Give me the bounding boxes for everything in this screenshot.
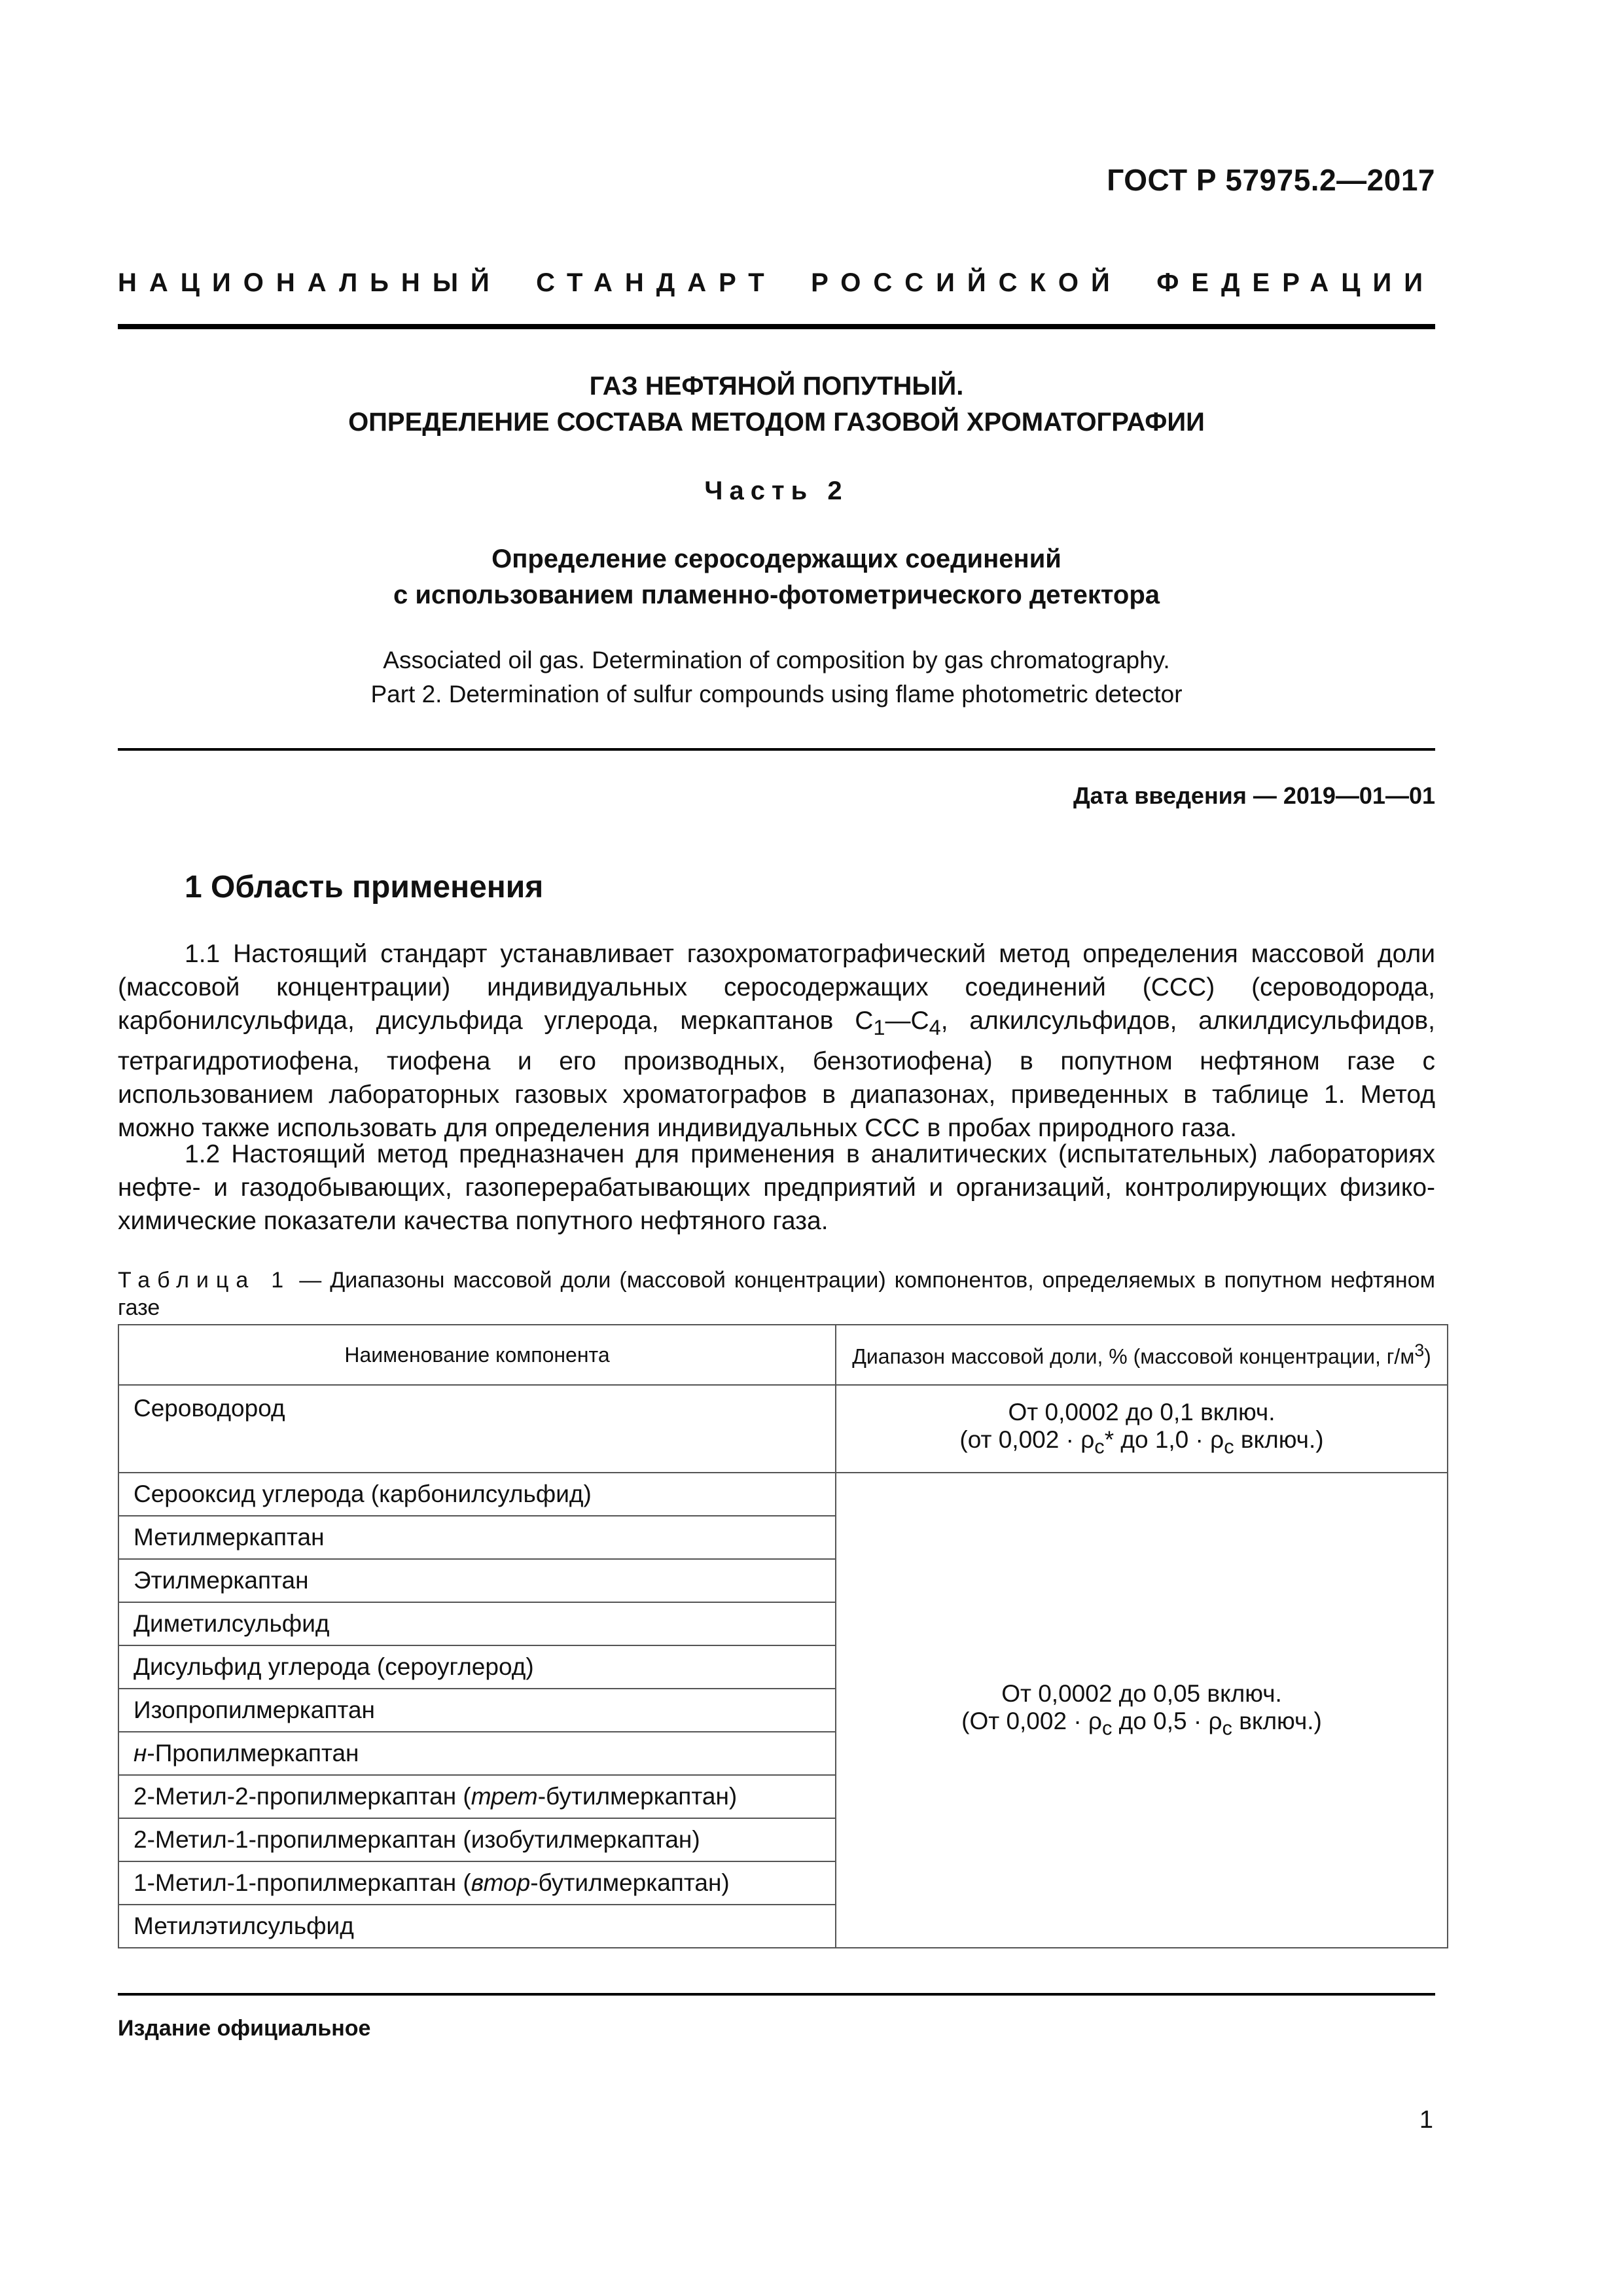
column-header-component: Наименование компонента [118, 1325, 836, 1385]
column-header-range: Диапазон массовой доли, % (массовой концентрации, $г/м^3$) [836, 1325, 1448, 1385]
table-cell-name: Метилмеркаптан [118, 1516, 836, 1559]
banner-word-4: ФЕДЕРАЦИИ [1156, 268, 1435, 297]
subtitle-line-2: с использованием пламенно-фотометрического детектора [393, 581, 1160, 609]
table-cell-name: 2-Метил-2-пропилмеркаптан (трет-бутилмеркаптан) [118, 1775, 836, 1818]
title-line-1: ГАЗ НЕФТЯНОЙ ПОПУТНЫЙ. [589, 372, 964, 401]
subscript-4: 4 [929, 1015, 941, 1039]
introduction-date: Дата введения — 2019—01—01 [1073, 782, 1435, 809]
components-table [118, 1324, 1448, 1948]
banner-word-1: НАЦИОНАЛЬНЫЙ [118, 268, 502, 297]
bottom-divider [118, 1993, 1435, 1996]
table-cell-name: Сероводород [118, 1385, 836, 1473]
table-caption-text: — Диапазоны массовой доли (массовой концентрации) компонентов, определяемых в попутном нефтяном газе [118, 1268, 1435, 1320]
english-title-line-2: Part 2. Determination of sulfur compounds using flame photometric detector [370, 681, 1183, 708]
national-standard-banner [118, 268, 1435, 298]
part-label: Часть 2 [704, 476, 849, 505]
table-cell-name: Изопропилмеркаптан [118, 1689, 836, 1732]
paragraph-1-1-part-b: —С [885, 1007, 929, 1035]
table-row [118, 1473, 1448, 1516]
english-title-line-1: Associated oil gas. Determination of composition by gas chromatography. [383, 647, 1170, 673]
table-cell-name: Этилмеркаптан [118, 1559, 836, 1602]
table-cell-range: От 0,0002 до 0,1 включ. (от $0,002 \cdot \rho_c*$ до $1,0 \cdot \rho_c$ включ.) [836, 1385, 1448, 1473]
top-divider [118, 324, 1435, 329]
subscript-1: 1 [873, 1015, 885, 1039]
table-cell-name: Диметилсульфид [118, 1602, 836, 1645]
table-caption [118, 1266, 1435, 1321]
page-number: 1 [1419, 2106, 1433, 2134]
table-cell-name: 1-Метил-1-пропилмеркаптан (втор-бутилмеркаптан) [118, 1861, 836, 1905]
banner-word-3: РОССИЙСКОЙ [811, 268, 1122, 297]
title-line-2: ОПРЕДЕЛЕНИЕ СОСТАВА МЕТОДОМ ГАЗОВОЙ ХРОМАТОГРАФИИ [348, 408, 1205, 437]
table-cell-name: Серооксид углерода (карбонилсульфид) [118, 1473, 836, 1516]
paragraph-1-2-text: 1.2 Настоящий метод предназначен для применения в аналитических (испытательных) лабораториях нефте- и газодобывающих, газоперерабатывающих предприятий и организаций, контролирующих физико-химические показатели качества попутного нефтяного газа. [118, 1140, 1435, 1235]
official-edition-label: Издание официальное [118, 2016, 371, 2041]
table-cell-name: Дисульфид углерода (сероуглерод) [118, 1645, 836, 1689]
subtitle-line-1: Определение серосодержащих соединений [491, 545, 1061, 573]
banner-word-2: СТАНДАРТ [536, 268, 777, 297]
document-number: ГОСТ Р 57975.2—2017 [1107, 163, 1435, 197]
table-caption-label: Таблица 1 [118, 1268, 291, 1293]
paragraph-1-1-part-c: , алкилсульфидов, алкилдисульфидов, тетрагидротиофена, тиофена и его производных, бензотиофена) в попутном нефтяном газе с использованием лабораторных газовых хроматографов в диапазонах, приведенных в таблице 1. Метод можно также использовать для определения индивидуальных ССС в пробах природного газа. [118, 1007, 1435, 1142]
middle-divider [118, 748, 1435, 751]
table-header-row [118, 1325, 1448, 1385]
paragraph-1-1-part-a: 1.1 Настоящий стандарт устанавливает газохроматографический метод определения массовой доли (массовой концентрации) индивидуальных серосодержащих соединений (ССС) (сероводорода, карбонилсульфида, дисульфида углерода, меркаптанов С [118, 940, 1435, 1035]
table-cell-name: н-Пропилмеркаптан [118, 1732, 836, 1775]
table-row [118, 1385, 1448, 1473]
table-cell-range-group: От 0,0002 до 0,05 включ. (От $0,002 \cdot \rho_c$ до $0,5 \cdot \rho_c$ включ.) [836, 1473, 1448, 1948]
section-heading: 1 Область применения [185, 870, 544, 905]
table-cell-name: Метилэтилсульфид [118, 1905, 836, 1948]
table-cell-name: 2-Метил-1-пропилмеркаптан (изобутилмеркаптан) [118, 1818, 836, 1861]
paragraph-1-2 [118, 1138, 1435, 1238]
paragraph-1-1 [118, 937, 1435, 1145]
